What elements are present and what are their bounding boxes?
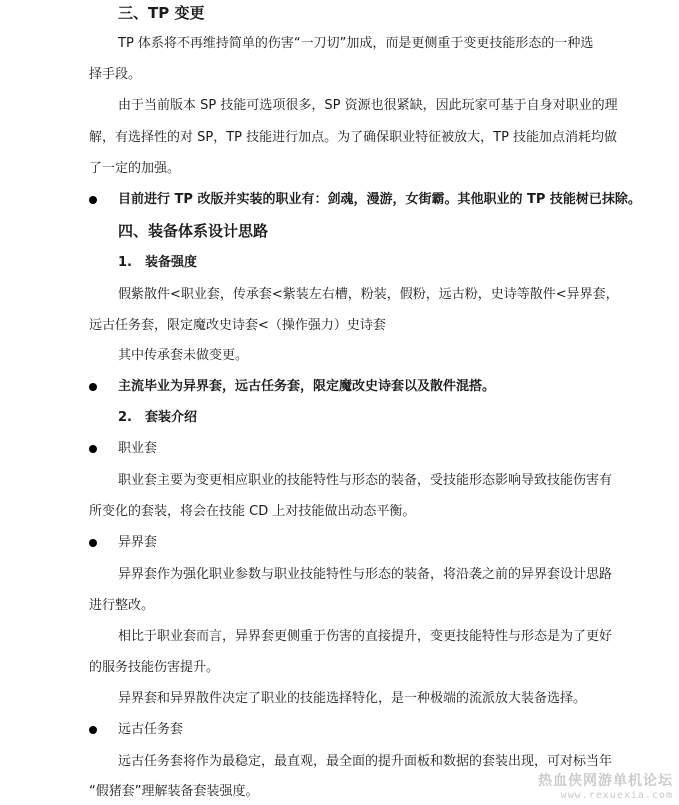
paragraph-line: 远古任务套将作为最稳定，最直观，最全面的提升面板和数据的套装出现，可对标当年 bbox=[118, 754, 613, 769]
bullet-icon bbox=[89, 383, 97, 391]
watermark-title: 热血侠网游单机论坛 bbox=[538, 773, 673, 789]
paragraph-line: 异界套和异界散件决定了职业的技能选择特化，是一种极端的流派放大装备选择。 bbox=[118, 691, 587, 706]
bullet-text: 主流毕业为异界套，远古任务套，限定魔改史诗套以及散件混搭。 bbox=[118, 379, 496, 394]
bullet-text: 目前进行 TP 改版并实装的职业有：剑魂，漫游，女街霸。其他职业的 TP 技能树已抹除。 bbox=[118, 192, 641, 207]
watermark-url: www.rexuexia.com bbox=[560, 790, 673, 801]
paragraph-line: 相比于职业套而言，异界套更侧重于伤害的直接提升，变更技能特性与形态是为了更好 bbox=[118, 629, 613, 644]
bullet-icon bbox=[89, 539, 97, 547]
paragraph-line: 择手段。 bbox=[89, 67, 142, 82]
paragraph-line: 解，有选择性的对 SP，TP 技能进行加点。为了确保职业特征被放大，TP 技能加点消耗均做 bbox=[89, 130, 618, 145]
bullet-text: 异界套 bbox=[118, 535, 158, 550]
paragraph-line: “假猪套”理解装备套装强度。 bbox=[89, 784, 259, 799]
bullet-text: 职业套 bbox=[118, 441, 158, 456]
paragraph-line: 进行整改。 bbox=[89, 598, 155, 613]
bullet-icon bbox=[89, 196, 97, 204]
subheading: 1. 装备强度 bbox=[118, 255, 197, 270]
paragraph-line: 了一定的加强。 bbox=[89, 161, 181, 176]
paragraph-line: 职业套主要为变更相应职业的技能特性与形态的装备，受技能形态影响导致技能伤害有 bbox=[118, 473, 613, 488]
paragraph-line: 由于当前版本 SP 技能可选项很多，SP 资源也很紧缺，因此玩家可基于自身对职业的理 bbox=[118, 98, 618, 113]
bullet-icon bbox=[89, 726, 97, 734]
subheading: 2. 套装介绍 bbox=[118, 410, 197, 425]
section-4-heading: 四、装备体系设计思路 bbox=[118, 222, 269, 240]
paragraph-line: 异界套作为强化职业参数与职业技能特性与形态的装备，将沿袭之前的异界套设计思路 bbox=[118, 567, 613, 582]
paragraph-line: 远古任务套，限定魔改史诗套<（操作强力）史诗套 bbox=[89, 318, 386, 333]
bullet-text: 远古任务套 bbox=[118, 722, 184, 737]
paragraph-line: 假紫散件<职业套，传承套<紫装左右槽，粉装，假粉，远古粉，史诗等散件<异界套， bbox=[118, 287, 619, 302]
paragraph-line: 所变化的套装，将会在技能 CD 上对技能做出动态平衡。 bbox=[89, 504, 416, 519]
site-watermark bbox=[538, 770, 673, 801]
bullet-icon bbox=[89, 445, 97, 453]
paragraph-line: 其中传承套未做变更。 bbox=[118, 348, 249, 363]
paragraph-line: 的服务技能伤害提升。 bbox=[89, 660, 220, 675]
paragraph-line: TP 体系将不再维持简单的伤害“一刀切”加成，而是更侧重于变更技能形态的一种选 bbox=[118, 36, 594, 51]
section-3-heading: 三、TP 变更 bbox=[118, 4, 205, 22]
